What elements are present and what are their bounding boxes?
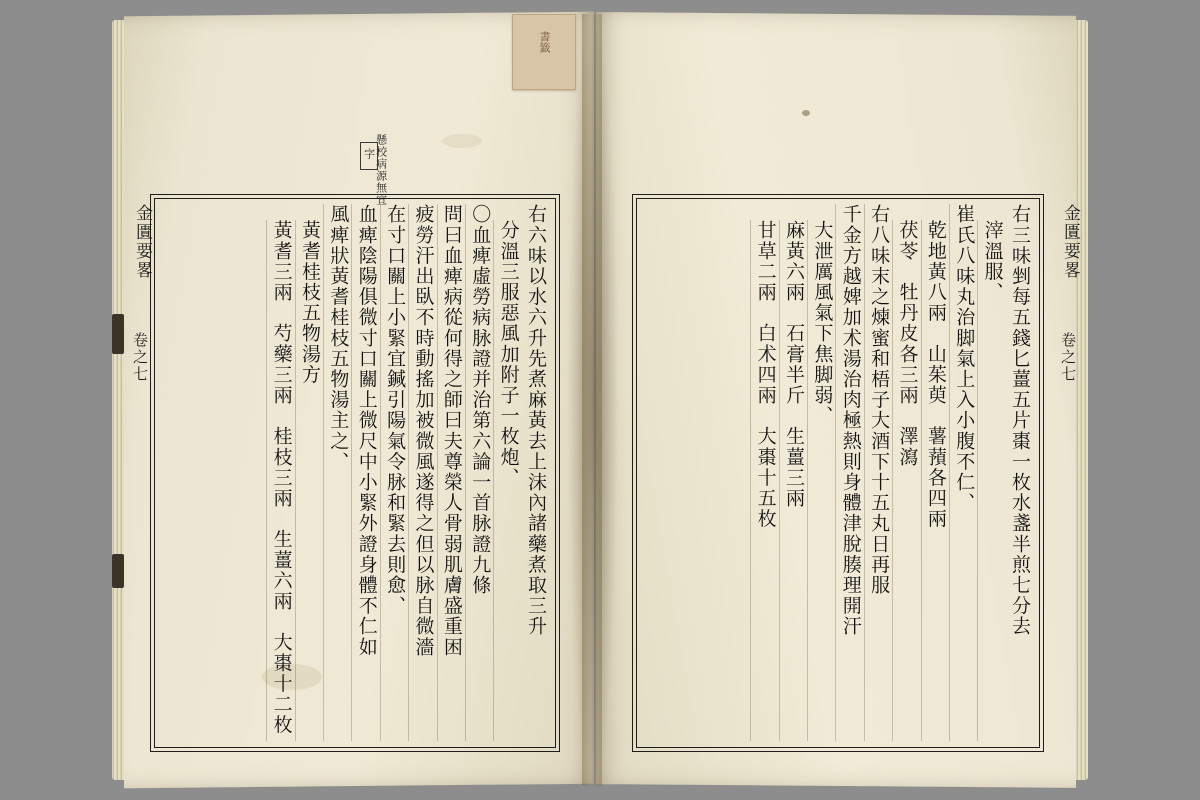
text-column: 風痺狀黃耆桂枝五物湯主之、 bbox=[323, 204, 351, 741]
text-column: 麻黃六兩 石膏半斤 生薑三兩 bbox=[779, 220, 807, 741]
text-column: 崔氏八味丸治脚氣上入小腹不仁、 bbox=[949, 204, 977, 741]
text-column: 黃耆三兩 芍藥三兩 桂枝三兩 生薑六兩 大棗十二枚 bbox=[266, 220, 294, 741]
text-column: 右三味剉每五錢匕薑五片棗一枚水盞半煎七分去 bbox=[1009, 204, 1031, 637]
binding-mark bbox=[112, 554, 124, 588]
text-column: 茯苓 牡丹皮各三兩 澤瀉 bbox=[892, 220, 920, 741]
text-column: 疲勞汗出臥不時動搖加被微風遂得之但以脉自微濇 bbox=[408, 204, 436, 741]
text-column: 黃耆桂枝五物湯方 bbox=[295, 220, 323, 741]
text-column: 血痺陰陽俱微寸口關上微尺中小緊外證身體不仁如 bbox=[351, 204, 379, 741]
left-columns bbox=[161, 204, 549, 741]
text-column: 大泄厲風氣下焦脚弱、 bbox=[807, 220, 835, 741]
right-columns bbox=[643, 204, 1033, 741]
margin-note-box: 字 bbox=[360, 142, 378, 170]
text-column: 〇血痺虛勞病脉證并治第六論一首脉證九條 bbox=[465, 204, 493, 741]
bookmark-slip-label: 書籤 bbox=[538, 31, 551, 53]
text-column: 甘草二兩 白术四兩 大棗十五枚 bbox=[750, 220, 778, 741]
text-column: 分溫三服惡風加附子一枚炮、 bbox=[493, 220, 521, 741]
text-column: 千金方越婢加术湯治肉極熱則身體津脫腠理開汗 bbox=[835, 204, 863, 741]
binding-mark bbox=[112, 314, 124, 354]
right-text-frame bbox=[632, 194, 1044, 752]
book-gutter bbox=[582, 14, 602, 786]
left-page-side-title: 金匱要畧 bbox=[132, 204, 152, 280]
right-page-side-volume: 卷之七 bbox=[1059, 332, 1077, 383]
bookmark-slip bbox=[512, 14, 576, 90]
text-column: 乾地黃八兩 山茱萸 薯蕷各四兩 bbox=[921, 220, 949, 741]
text-column: 在寸口關上小緊宜鍼引陽氣令脉和緊去則愈、 bbox=[380, 204, 408, 741]
margin-note: 懸校病源無宜 bbox=[374, 134, 388, 206]
left-text-frame bbox=[150, 194, 560, 752]
open-book bbox=[112, 14, 1088, 786]
text-column: 右八味末之煉蜜和梧子大酒下十五丸日再服 bbox=[864, 204, 892, 741]
text-column: 滓溫服、 bbox=[977, 220, 1005, 741]
text-column: 右六味以水六升先煮麻黃去上沫內諸藥煮取三升 bbox=[525, 204, 547, 637]
left-page-side-volume: 卷之七 bbox=[131, 332, 149, 383]
right-page-side-title: 金匱要畧 bbox=[1060, 204, 1080, 280]
text-column: 問曰血痺病從何得之師曰夫尊榮人骨弱肌膚盛重困 bbox=[437, 204, 465, 741]
